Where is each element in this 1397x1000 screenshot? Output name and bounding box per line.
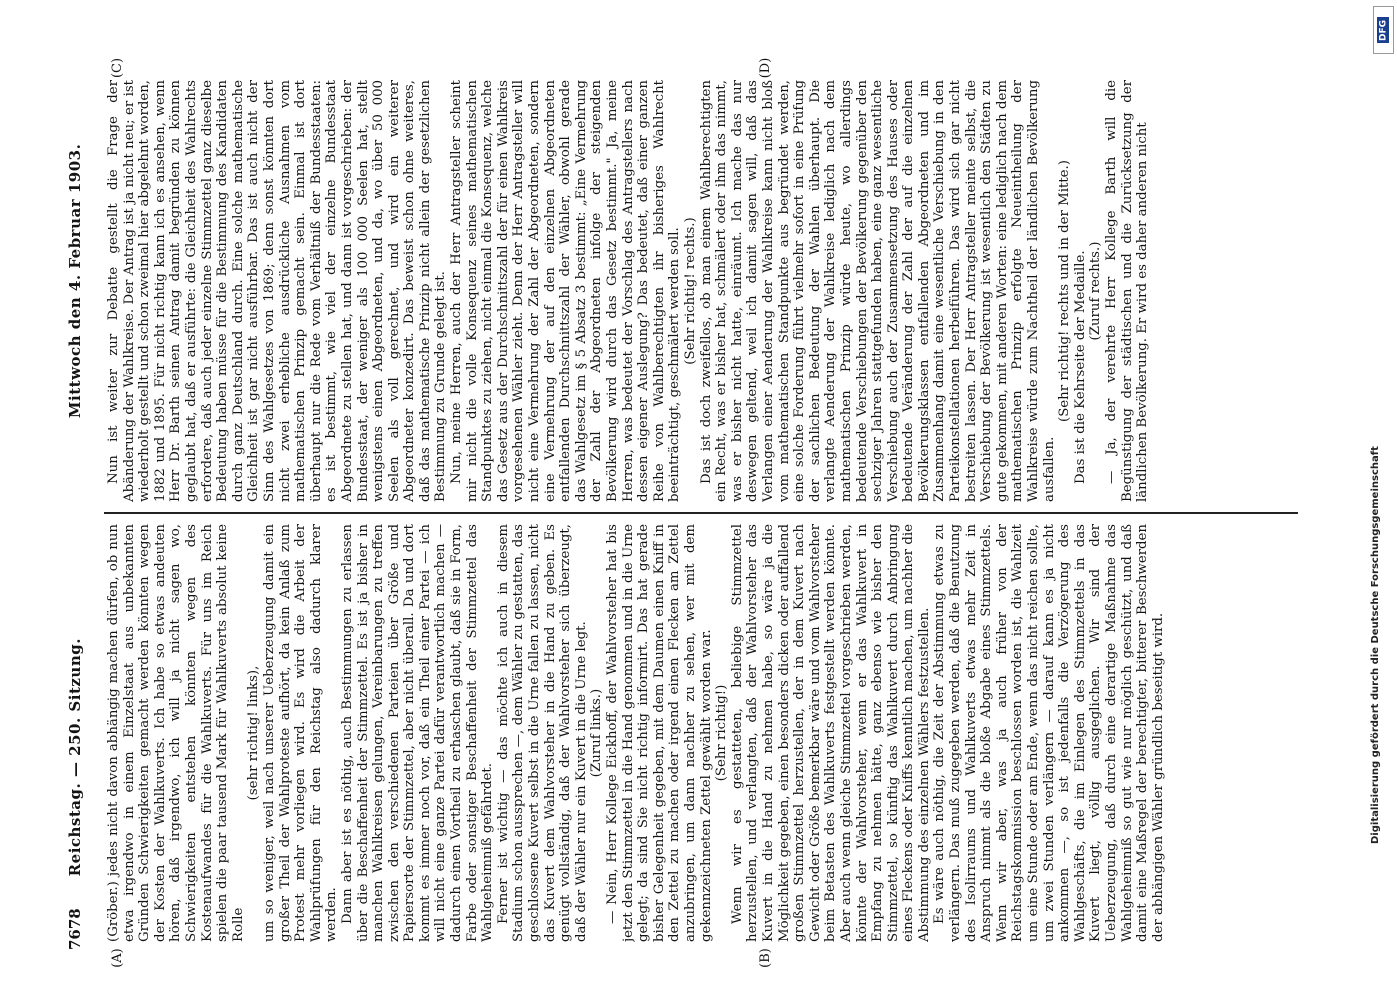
header-session: Reichstag. — 250. Sitzung.: [66, 638, 84, 877]
rotated-page-content: [58, 57, 1348, 968]
page-header: [58, 70, 92, 950]
paragraph: Wenn wir es gestatteten, beliebige Stimmzettel herzustellen, und verlangten, daß der Wahlvorsteher das Kuvert in die Hand zu nehmen habe, so wäre ja die Möglichkeit gegeben, einen besonders dicken oder auffallend großen Stimmzettel herzustellen, der in dem Kuvert nach Gewicht oder Größe bemerkbar wäre und vom Wahlvorsteher beim Betasten des Wahlkuverts festgestellt werden könnte. Aber auch wenn gleiche Stimmzettel vorgeschrieben werden, könnte der Wahlvorsteher, wenn er das Wahlkuvert in Empfang zu nehmen hätte, ganz ebenso wie bisher den Stimmzettel, so künftig das Wahlkuvert durch Anbringung eines Fleckens oder Kniffs kenntlich machen, um nachher die Abstimmung des einzelnen Wählers festzustellen.: [729, 524, 932, 942]
interjection: (Sehr richtig! rechts und in der Mitte.): [1057, 160, 1073, 422]
margin-marker-d: (D): [758, 57, 773, 79]
margin-marker-c: (C): [110, 57, 125, 79]
paragraph: Es wäre auch nöthig, die Zeit der Abstimmung etwas zu verlängern. Das muß zugegeben werden, daß die Benutzung des Isolirraums und Wahlkuverts etwas mehr Zeit in Anspruch nimmt als die bloße Abgabe eines Stimmzettels. Wenn wir aber, was ja auch früher von der Reichstagskommission beschlossen worden ist, die Wahlzeit um eine Stunde oder am Ende, wenn das nicht reichen sollte, um zwei Stunden verlängern — darauf kann es ja nicht ankommen —, so ist jedenfalls die Verzögerung des Wahlgeschäfts, die im Einlegen des Stimmzettels in das Kuvert liegt, völlig ausgeglichen. Wir sind der Ueberzeugung, daß durch eine derartige Maßnahme das Wahlgeheimniß so gut wie nur möglich geschützt, und daß damit eine Maßregel der berechtigter, bitterer Beschwerden der abhängigen Wähler gründlich beseitigt wird.: [932, 524, 1166, 942]
header-date: Mittwoch den 4. Februar 1903.: [66, 143, 84, 419]
page-number: 7678: [66, 908, 84, 950]
paragraph: Das ist die Kehrseite der Medaille.: [1072, 250, 1088, 484]
paragraph: — Nein, Herr Kollege Eickhoff, der Wahlvorsteher hat bis jetzt den Stimmzettel in die Hand genommen und in die Urne gelegt; da sind Sie nicht richtig informirt. Das hat gerade bisher Gelegenheit gegeben, mit dem Daumen einen Kniff in den Zettel zu machen oder irgend einen Flecken am Zettel anzubringen, um dann nachher zu sehen, wer mit dem gekennzeichneten Zettel gewählt worden war.: [605, 524, 714, 942]
paragraph: Dann aber ist es nöthig, auch Bestimmungen zu erlassen über die Beschaffenheit der Stimmzettel. Es ist ja bisher in manchen Wahlkreisen gelungen, Vereinbarungen zu treffen zwischen den verschiedenen Parteien über Größe und Papiersorte der Stimmzettel, aber nicht überall. Da und dort kommt es immer noch vor, daß ein Theil einer Partei — ich will nicht eine ganze Partei dafür verantwortlich machen — dadurch einen Vortheil zu erhaschen glaubt, daß sie in Form, Farbe oder sonstiger Beschaffenheit der Stimmzettel das Wahlgeheimniß gefährdet.: [339, 524, 496, 942]
interjection: (sehr richtig! links),: [246, 665, 262, 801]
interjection: (Zuruf links.): [589, 688, 605, 778]
paragraph: Nun, meine Herren, auch der Herr Antragsteller scheint mir nicht die volle Konsequenz seines mathematischen Standpunktes zu ziehen, nicht einmal die Konsequenz, welche das Gesetz aus der Durchschnittszahl der für einen Wahlkreis vorgesehenen Wähler zieht. Denn der Herr Antragsteller will nicht eine Vermehrung der Zahl der Abgeordneten, sondern eine Vermehrung der auf den einzelnen Abgeordneten entfallenden Durchschnittszahl der Wähler, obwohl gerade das Wahlgesetz im § 5 Absatz 3 bestimmt: „Eine Vermehrung der Zahl der Abgeordneten infolge der steigenden Bevölkerung wird durch das Gesetz bestimmt." Ja, meine Herren, was bedeutet der Vorschlag des Antragstellers nach dessen eigener Auslegung? Das bedeutet, daß einer ganzen Reihe von Wahlberechtigten ihr bisheriges Wahlrecht beeinträchtigt, geschmälert werden soll.: [449, 80, 683, 502]
interjection: (Sehr richtig!): [714, 684, 730, 782]
margin-marker-b: (B): [758, 948, 773, 968]
paragraph: Nun ist weiter zur Debatte gestellt die Frage der Abänderung der Wahlkreise. Der Antrag ist ja nicht neu; er ist wiederholt gestellt und schon zweimal hier abgelehnt worden, 1882 und 1895. Für nicht richtig kann ich es ansehen, wenn Herr Dr. Barth seinen Antrag damit begründen zu können geglaubt hat, daß er ausführte: die Gleichheit des Wahlrechts erfordere, daß auch jeder einzelne Stimmzettel ganz dieselbe Bedeutung haben müsse für die Bestimmung des Kandidaten durch ganz Deutschland durch. Eine solche mathematische Gleichheit ist gar nicht ausführbar. Das ist auch nicht der Sinn des Wahlgesetzes von 1869; denn sonst könnten dort nicht zwei erhebliche ausdrückliche Ausnahmen vom mathematischen Prinzip gemacht sein. Einmal ist dort überhaupt nur die Rede vom Verhältniß der Bundesstaaten: es ist bestimmt, wie viel der einzelne Bundesstaat Abgeordnete zu stellen hat, und dann ist vorgeschrieben: der Bundesstaat, der weniger als 100 000 Seelen hat, stellt wenigstens einen Abgeordneten, und da, wo über 50 000 Seelen als voll gerechnet, und wird ein weiterer Abgeordneter konzedirt. Das beweist schon ohne weiteres, daß das mathematische Prinzip nicht allein der gesetzlichen Bestimmung zu Grunde gelegt ist.: [106, 80, 449, 502]
paragraph: Ferner ist wichtig — das möchte ich auch in diesem Stadium schon aussprechen —, dem Wähler zu gestatten, das geschlossene Kuvert selbst in die Urne fallen zu lassen, nicht das Kuvert dem Wahlvorsteher in die Hand zu geben. Es genügt vollständig, daß der Wahlvorsteher sich überzeugt, daß der Wähler nur ein Kuvert in die Urne legt.: [495, 524, 589, 942]
paragraph: (Gröber.) jedes nicht davon abhängig machen dürfen, ob nun etwa irgendwo in einem Einzelstaat aus unbekannten Gründen Schwierigkeiten gemacht werden könnten wegen der Kosten der Wahlkuverts. Ich habe so etwas andeuten hören, daß irgendwo, ich will ja nicht sagen wo, Schwierigkeiten entstehen könnten wegen des Kostenaufwandes für die Wahlkuverts. Für uns im Reich spielen die paar tausend Mark für Wahlkuverts absolut keine Rolle: [106, 524, 246, 942]
left-column: [106, 524, 1296, 942]
interjection: (Zuruf rechts.): [1088, 241, 1104, 341]
right-column: [106, 80, 1296, 502]
paragraph: — Ja, der verehrte Herr Kollege Barth will die Begünstigung der städtischen und die Zurücksetzung der ländlichen Bevölkerung. Er wird es daher anderen nicht: [1104, 80, 1151, 502]
dfg-logo: DFG: [1373, 6, 1394, 54]
interjection: (Sehr richtig! rechts.): [682, 217, 698, 365]
column-divider: [104, 512, 1298, 514]
header-title: [66, 70, 84, 950]
paragraph: um so weniger, weil nach unserer Ueberzeugung damit ein großer Theil der Wahlproteste aufhört, da kein Anlaß zum Protest mehr vorliegen wird. Es wird die Arbeit der Wahlprüfungen für den Reichstag also dadurch klarer werden.: [261, 524, 340, 942]
digitization-credit: Digitalisierung gefördert durch die Deutsche Forschungsgemeinschaft: [1370, 446, 1381, 844]
paragraph: Das ist doch zweifellos, ob man einem Wahlberechtigten ein Recht, was er bisher hat, schmälert oder ihm das nimmt, was er bisher nicht hatte, einräumt. Ich mache das nur deswegen geltend, weil ich damit sagen will, daß das Verlangen einer Aenderung der Wahlkreise kann nicht bloß vom mathematischen Standpunkte aus begründet werden, eine solche Forderung führt vielmehr sofort in eine Prüfung der sachlichen Bedeutung der Wahlen überhaupt. Die verlangte Aenderung der Wahlkreise lediglich nach dem mathematischen Prinzip würde heute, wo allerdings bedeutende Verschiebungen der Bevölkerung gegenüber den sechziger Jahren stattgefunden haben, eine ganz wesentliche Verschiebung auch der Zusammensetzung des Hauses oder bedeutende Veränderung der Zahl der auf die einzelnen Bevölkerungsklassen entfallenden Abgeordneten und im Zusammenhang damit eine wesentliche Verschiebung in den Parteikonstellationen herbeiführen. Das wird sich gar nicht bestreiten lassen. Der Herr Antragsteller meinte selbst, die Verschiebung der Bevölkerung ist wesentlich den Städten zu gute gekommen, mit anderen Worten: eine lediglich nach dem mathematischen Prinzip erfolgte Neueintheilung der Wahlkreise würde zum Nachtheil der ländlichen Bevölkerung ausfallen.: [698, 80, 1057, 502]
margin-marker-a: (A): [110, 948, 125, 968]
